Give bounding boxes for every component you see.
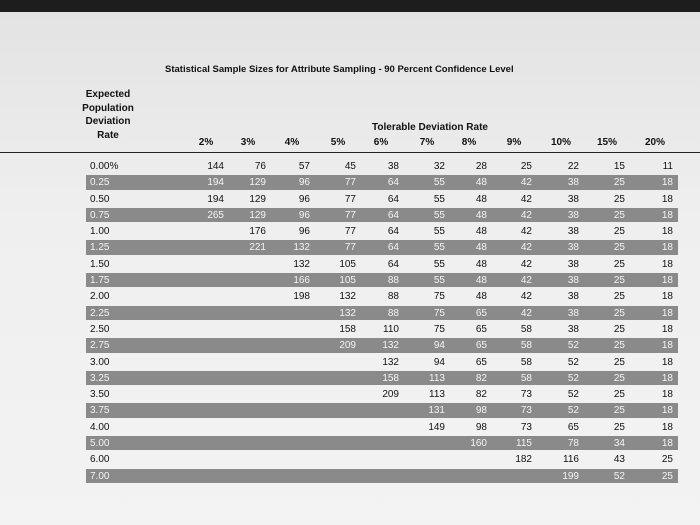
sample-size-cell: 88 <box>387 307 399 319</box>
sample-size-cell: 132 <box>382 340 399 352</box>
sample-size-cell: 18 <box>661 258 673 270</box>
sample-size-cell: 25 <box>613 193 625 205</box>
sample-size-cell: 18 <box>661 372 673 384</box>
column-header: 2% <box>198 137 214 148</box>
table-row <box>0 305 700 321</box>
sample-size-cell: 25 <box>613 177 625 189</box>
sample-size-cell: 11 <box>662 161 673 172</box>
sample-size-cell: 43 <box>613 454 625 466</box>
sample-size-table <box>0 158 700 484</box>
sample-size-cell: 129 <box>249 177 266 189</box>
table-row <box>0 419 700 435</box>
sample-size-cell: 38 <box>567 307 579 319</box>
table-row <box>0 337 700 353</box>
sample-size-cell: 58 <box>520 340 532 352</box>
sample-size-cell: 77 <box>344 177 356 189</box>
sample-size-cell: 194 <box>207 193 224 205</box>
sample-size-cell: 42 <box>520 226 532 238</box>
sample-size-cell: 55 <box>433 226 445 238</box>
deviation-rate-cell: 0.50 <box>90 193 110 205</box>
sample-size-cell: 38 <box>387 161 399 172</box>
sample-size-cell: 32 <box>433 161 445 172</box>
sample-size-cell: 199 <box>562 470 579 482</box>
deviation-rate-cell: 1.75 <box>90 275 110 287</box>
sample-size-cell: 55 <box>433 258 445 270</box>
sample-size-cell: 65 <box>475 340 487 352</box>
column-header: 7% <box>419 137 435 148</box>
deviation-rate-cell: 7.00 <box>90 470 110 482</box>
sample-size-cell: 18 <box>661 242 673 254</box>
sample-size-cell: 38 <box>567 275 579 287</box>
sample-size-cell: 48 <box>475 193 487 205</box>
deviation-rate-cell: 3.25 <box>90 372 110 384</box>
table-row <box>0 370 700 386</box>
sample-size-cell: 131 <box>428 405 445 417</box>
deviation-rate-cell: 3.50 <box>90 389 110 401</box>
sample-size-cell: 105 <box>339 258 356 270</box>
sample-size-cell: 57 <box>298 161 310 172</box>
sample-size-cell: 113 <box>429 389 445 401</box>
sample-size-cell: 25 <box>613 209 625 221</box>
deviation-rate-cell: 3.75 <box>90 405 110 417</box>
table-row <box>0 207 700 223</box>
column-header: 3% <box>240 137 256 148</box>
sample-size-cell: 18 <box>661 389 673 401</box>
column-header: 5% <box>330 137 346 148</box>
deviation-rate-cell: 2.25 <box>90 307 110 319</box>
table-row <box>0 256 700 272</box>
sample-size-cell: 132 <box>382 356 399 368</box>
table-row <box>0 191 700 207</box>
sample-size-cell: 38 <box>567 291 579 303</box>
sample-size-cell: 25 <box>613 258 625 270</box>
sample-size-cell: 38 <box>567 242 579 254</box>
sample-size-cell: 18 <box>661 356 673 368</box>
sample-size-cell: 38 <box>567 323 579 335</box>
sample-size-cell: 45 <box>344 161 356 172</box>
sample-size-cell: 18 <box>661 193 673 205</box>
table-row <box>0 354 700 370</box>
sample-size-cell: 52 <box>567 356 579 368</box>
sample-size-cell: 82 <box>475 372 487 384</box>
sample-size-cell: 98 <box>475 405 487 417</box>
sample-size-cell: 48 <box>475 226 487 238</box>
sample-size-cell: 55 <box>433 193 445 205</box>
sample-size-cell: 48 <box>475 291 487 303</box>
deviation-rate-cell: 2.75 <box>90 340 110 352</box>
deviation-rate-cell: 2.00 <box>90 291 110 303</box>
sample-size-cell: 22 <box>567 161 579 172</box>
sample-size-cell: 75 <box>433 323 445 335</box>
sample-size-cell: 42 <box>520 177 532 189</box>
sample-size-cell: 38 <box>567 193 579 205</box>
sample-size-cell: 98 <box>475 421 487 433</box>
sample-size-cell: 73 <box>520 421 532 433</box>
table-row <box>0 386 700 402</box>
sample-size-cell: 52 <box>613 470 625 482</box>
sample-size-cell: 65 <box>475 356 487 368</box>
sample-size-cell: 132 <box>293 242 310 254</box>
column-header: 20% <box>644 137 665 148</box>
sample-size-cell: 73 <box>520 405 532 417</box>
sample-size-cell: 18 <box>661 307 673 319</box>
sample-size-cell: 34 <box>613 438 625 450</box>
sample-size-cell: 25 <box>613 356 625 368</box>
sample-size-cell: 96 <box>298 226 310 238</box>
sample-size-cell: 88 <box>387 275 399 287</box>
page-title: Statistical Sample Sizes for Attribute Sampling - 90 Percent Confidence Level <box>165 64 514 75</box>
sample-size-cell: 82 <box>475 389 487 401</box>
sample-size-cell: 64 <box>387 193 399 205</box>
sample-size-cell: 64 <box>387 177 399 189</box>
sample-size-cell: 48 <box>475 177 487 189</box>
sample-size-cell: 42 <box>520 307 532 319</box>
sample-size-cell: 221 <box>249 242 266 254</box>
sample-size-cell: 158 <box>382 372 399 384</box>
sample-size-cell: 198 <box>293 291 310 303</box>
sample-size-cell: 42 <box>520 291 532 303</box>
deviation-rate-cell: 6.00 <box>90 454 110 466</box>
sample-size-cell: 77 <box>344 226 356 238</box>
expected-header-line: Rate <box>97 129 119 141</box>
table-page <box>0 12 700 525</box>
sample-size-cell: 65 <box>475 323 487 335</box>
table-row <box>0 223 700 239</box>
sample-size-cell: 265 <box>207 209 224 221</box>
deviation-rate-cell: 3.00 <box>90 356 110 368</box>
column-header: 8% <box>461 137 477 148</box>
sample-size-cell: 78 <box>567 438 579 450</box>
sample-size-cell: 18 <box>661 340 673 352</box>
column-header: 10% <box>550 137 571 148</box>
deviation-rate-cell: 5.00 <box>90 438 110 450</box>
sample-size-cell: 94 <box>433 356 445 368</box>
table-row <box>0 288 700 304</box>
sample-size-cell: 132 <box>293 258 310 270</box>
sample-size-cell: 65 <box>567 421 579 433</box>
sample-size-cell: 25 <box>613 226 625 238</box>
sample-size-cell: 73 <box>520 389 532 401</box>
sample-size-cell: 96 <box>298 193 310 205</box>
sample-size-cell: 115 <box>516 438 532 450</box>
sample-size-cell: 42 <box>520 242 532 254</box>
sample-size-cell: 58 <box>520 372 532 384</box>
table-row <box>0 468 700 484</box>
sample-size-cell: 25 <box>661 470 673 482</box>
sample-size-cell: 25 <box>613 372 625 384</box>
sample-size-cell: 144 <box>207 161 224 172</box>
table-row <box>0 239 700 255</box>
sample-size-cell: 25 <box>613 421 625 433</box>
table-row <box>0 435 700 451</box>
sample-size-cell: 209 <box>339 340 356 352</box>
tolerable-rate-header: Tolerable Deviation Rate <box>372 122 488 133</box>
sample-size-cell: 28 <box>475 161 487 172</box>
deviation-rate-cell: 4.00 <box>90 421 110 433</box>
sample-size-cell: 18 <box>661 438 673 450</box>
sample-size-cell: 48 <box>475 209 487 221</box>
sample-size-cell: 15 <box>613 161 625 172</box>
sample-size-cell: 132 <box>339 307 356 319</box>
sample-size-cell: 77 <box>344 209 356 221</box>
sample-size-cell: 129 <box>249 209 266 221</box>
sample-size-cell: 194 <box>207 177 224 189</box>
sample-size-cell: 42 <box>520 209 532 221</box>
sample-size-cell: 52 <box>567 389 579 401</box>
sample-size-cell: 65 <box>475 307 487 319</box>
sample-size-cell: 116 <box>563 454 579 466</box>
column-header: 6% <box>373 137 389 148</box>
column-header: 15% <box>596 137 617 148</box>
sample-size-cell: 209 <box>382 389 399 401</box>
sample-size-cell: 18 <box>661 275 673 287</box>
sample-size-cell: 64 <box>387 226 399 238</box>
sample-size-cell: 110 <box>383 323 399 335</box>
sample-size-cell: 64 <box>387 209 399 221</box>
sample-size-cell: 48 <box>475 242 487 254</box>
sample-size-cell: 182 <box>515 454 532 466</box>
sample-size-cell: 25 <box>661 454 673 466</box>
deviation-rate-cell: 1.00 <box>90 226 110 238</box>
sample-size-cell: 96 <box>298 209 310 221</box>
sample-size-cell: 149 <box>428 421 445 433</box>
table-row <box>0 272 700 288</box>
sample-size-cell: 132 <box>339 291 356 303</box>
sample-size-cell: 25 <box>613 340 625 352</box>
sample-size-cell: 38 <box>567 226 579 238</box>
sample-size-cell: 52 <box>567 340 579 352</box>
sample-size-cell: 18 <box>661 405 673 417</box>
sample-size-cell: 18 <box>661 291 673 303</box>
deviation-rate-cell: 0.00% <box>90 161 119 172</box>
sample-size-cell: 38 <box>567 258 579 270</box>
table-row <box>0 321 700 337</box>
sample-size-cell: 48 <box>475 258 487 270</box>
sample-size-cell: 64 <box>387 258 399 270</box>
column-header: 9% <box>506 137 522 148</box>
sample-size-cell: 25 <box>613 307 625 319</box>
sample-size-cell: 55 <box>433 209 445 221</box>
expected-header-line: Expected <box>85 89 131 100</box>
table-row <box>0 451 700 467</box>
deviation-rate-cell: 0.25 <box>90 177 110 189</box>
deviation-rate-cell: 2.50 <box>90 323 110 335</box>
sample-size-cell: 77 <box>344 193 356 205</box>
sample-size-cell: 75 <box>433 307 445 319</box>
sample-size-cell: 64 <box>387 242 399 254</box>
expected-header-line: Population <box>82 102 134 114</box>
sample-size-cell: 25 <box>613 389 625 401</box>
sample-size-cell: 25 <box>613 242 625 254</box>
sample-size-cell: 55 <box>433 242 445 254</box>
sample-size-cell: 18 <box>661 323 673 335</box>
sample-size-cell: 158 <box>339 323 356 335</box>
sample-size-cell: 42 <box>520 258 532 270</box>
sample-size-cell: 77 <box>344 242 356 254</box>
deviation-rate-cell: 1.25 <box>90 242 110 254</box>
sample-size-cell: 88 <box>387 291 399 303</box>
sample-size-cell: 18 <box>661 209 673 221</box>
sample-size-cell: 75 <box>433 291 445 303</box>
sample-size-cell: 113 <box>429 372 445 384</box>
sample-size-cell: 52 <box>567 405 579 417</box>
sample-size-cell: 129 <box>249 193 266 205</box>
sample-size-cell: 52 <box>567 372 579 384</box>
sample-size-cell: 38 <box>567 177 579 189</box>
deviation-rate-cell: 1.50 <box>90 258 110 270</box>
table-row <box>0 174 700 190</box>
sample-size-cell: 18 <box>661 226 673 238</box>
sample-size-cell: 25 <box>613 405 625 417</box>
sample-size-cell: 38 <box>567 209 579 221</box>
sample-size-cell: 18 <box>661 421 673 433</box>
sample-size-cell: 18 <box>661 177 673 189</box>
expected-header-line: Deviation <box>85 116 131 127</box>
sample-size-cell: 25 <box>520 161 532 172</box>
sample-size-cell: 96 <box>298 177 310 189</box>
sample-size-cell: 42 <box>520 193 532 205</box>
sample-size-cell: 55 <box>433 177 445 189</box>
sample-size-cell: 25 <box>613 291 625 303</box>
deviation-rate-cell: 0.75 <box>90 209 110 221</box>
column-header-row <box>0 134 700 153</box>
sample-size-cell: 76 <box>254 161 266 172</box>
sample-size-cell: 25 <box>613 323 625 335</box>
column-header: 4% <box>284 137 300 148</box>
sample-size-cell: 176 <box>249 226 266 238</box>
sample-size-cell: 48 <box>475 275 487 287</box>
sample-size-cell: 55 <box>433 275 445 287</box>
sample-size-cell: 166 <box>293 275 310 287</box>
sample-size-cell: 160 <box>470 438 487 450</box>
table-row <box>0 402 700 418</box>
sample-size-cell: 58 <box>520 356 532 368</box>
sample-size-cell: 25 <box>613 275 625 287</box>
sample-size-cell: 94 <box>433 340 445 352</box>
sample-size-cell: 105 <box>339 275 356 287</box>
sample-size-cell: 42 <box>520 275 532 287</box>
table-row <box>0 158 700 174</box>
sample-size-cell: 58 <box>520 323 532 335</box>
